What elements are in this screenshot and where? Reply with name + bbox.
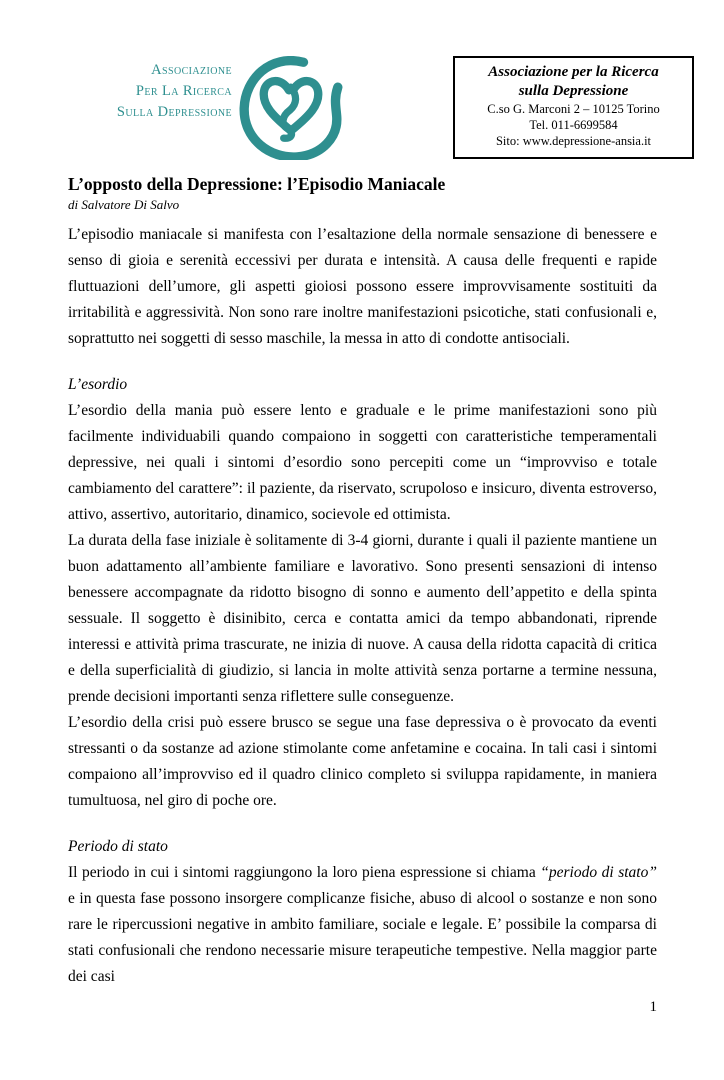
logo-text-line-3: Sulla Depressione [116, 104, 232, 120]
document-body [68, 222, 657, 990]
logo-text-line-2: Per La Ricerca [135, 83, 232, 99]
association-name-logo-text [68, 56, 232, 123]
info-box-website: Sito: www.depressione-ansia.it [495, 134, 652, 148]
logo-text-line-1: Associazione [151, 62, 232, 78]
section-heading-periodo-di-stato: Periodo di stato [68, 838, 168, 855]
section-spacer [68, 352, 657, 372]
paragraph-periodo-di-stato [68, 860, 657, 990]
paragraph-esordio-2: La durata della fase iniziale è solitamente di 3-4 giorni, durante i quali il paziente mantiene un buon adattamento all’ambiente familiare e lavorativo. Sono presenti sensazioni di intenso benessere accompagnate da ridotto bisogno di sonno e aumento dell’appetito e della spinta sessuale. Il soggetto è disinibito, cerca e contatta amici da tempo abbandonati, riprende interessi e attività prima trascurate, ne inizia di nuove. A causa della ridotta capacità di critica e della superficialità di giudizio, si lancia in molte attività senza portarne a termine nessuna, prende decisioni importanti senza riflettere sulle conseguenze. [68, 532, 657, 705]
document-header [68, 56, 694, 160]
page-title: L’opposto della Depressione: l’Episodio Maniacale [68, 174, 446, 194]
info-box-phone: Tel. 011-6699584 [529, 118, 618, 132]
paragraph-intro: L’episodio maniacale si manifesta con l’esaltazione della normale sensazione di benessere e senso di gioia e serenità eccessivi per durata e intensità. A causa delle frequenti e rapide fluttuazioni dell’umore, gli aspetti gioiosi possono essere improvvisamente sostituiti da irritabilità e aggressività. Non sono rare inoltre manifestazioni psicotiche, stati confusionali e, soprattutto nei soggetti di sesso maschile, la messa in atto di condotte antisociali. [68, 226, 657, 347]
logo-s-flourish-stroke [283, 87, 296, 138]
paragraph-segment: Il periodo in cui i sintomi raggiungono la loro piena espressione si chiama [68, 864, 541, 881]
section-spacer [68, 814, 657, 834]
paragraph-esordio-3: L’esordio della crisi può essere brusco se segue una fase depressiva o è provocato da eventi stressanti o da sostanze ad azione stimolante come anfetamine e cocaina. In tali casi i sintomi compaiono all’improvviso ed il quadro clinico completo si sviluppa rapidamente, in maniera tumultuosa, nel giro di poche ore. [68, 714, 657, 809]
info-box-name-line-1: Associazione per la Ricerca [488, 64, 659, 80]
document-page [0, 56, 724, 1080]
info-box-name-line-2: sulla Depressione [518, 83, 629, 99]
page-number: 1 [649, 999, 657, 1015]
section-heading-esordio: L’esordio [68, 376, 128, 393]
contact-info-box [453, 56, 694, 159]
paragraph-segment-italic: “periodo di stato” [540, 864, 657, 881]
author-byline: di Salvatore Di Salvo [68, 197, 180, 212]
paragraph-segment: e in questa fase possono insorgere complicanze fisiche, abuso di alcool o sostanze e non sono rare le ripercussioni negative in ambito familiare, sociale e legale. E’ possibile la comparsa di stati confusionali che rendono necessarie misure terapeutiche tempestive. Nella maggior parte dei casi [68, 890, 657, 985]
heart-swirl-logo-icon [239, 56, 343, 160]
paragraph-esordio-1: L’esordio della mania può essere lento e graduale e le prime manifestazioni sono più facilmente individuabili quando compaiono in soggetti con caratteristiche temperamentali depressive, nei quali i sintomi d’esordio sono percepiti come un “improvviso e totale cambiamento del carattere”: il paziente, da riservato, scrupoloso e insicuro, diventa estroverso, attivo, assertivo, autoritario, dinamico, socievole ed ottimista. [68, 402, 657, 523]
info-box-address: C.so G. Marconi 2 – 10125 Torino [487, 102, 660, 116]
